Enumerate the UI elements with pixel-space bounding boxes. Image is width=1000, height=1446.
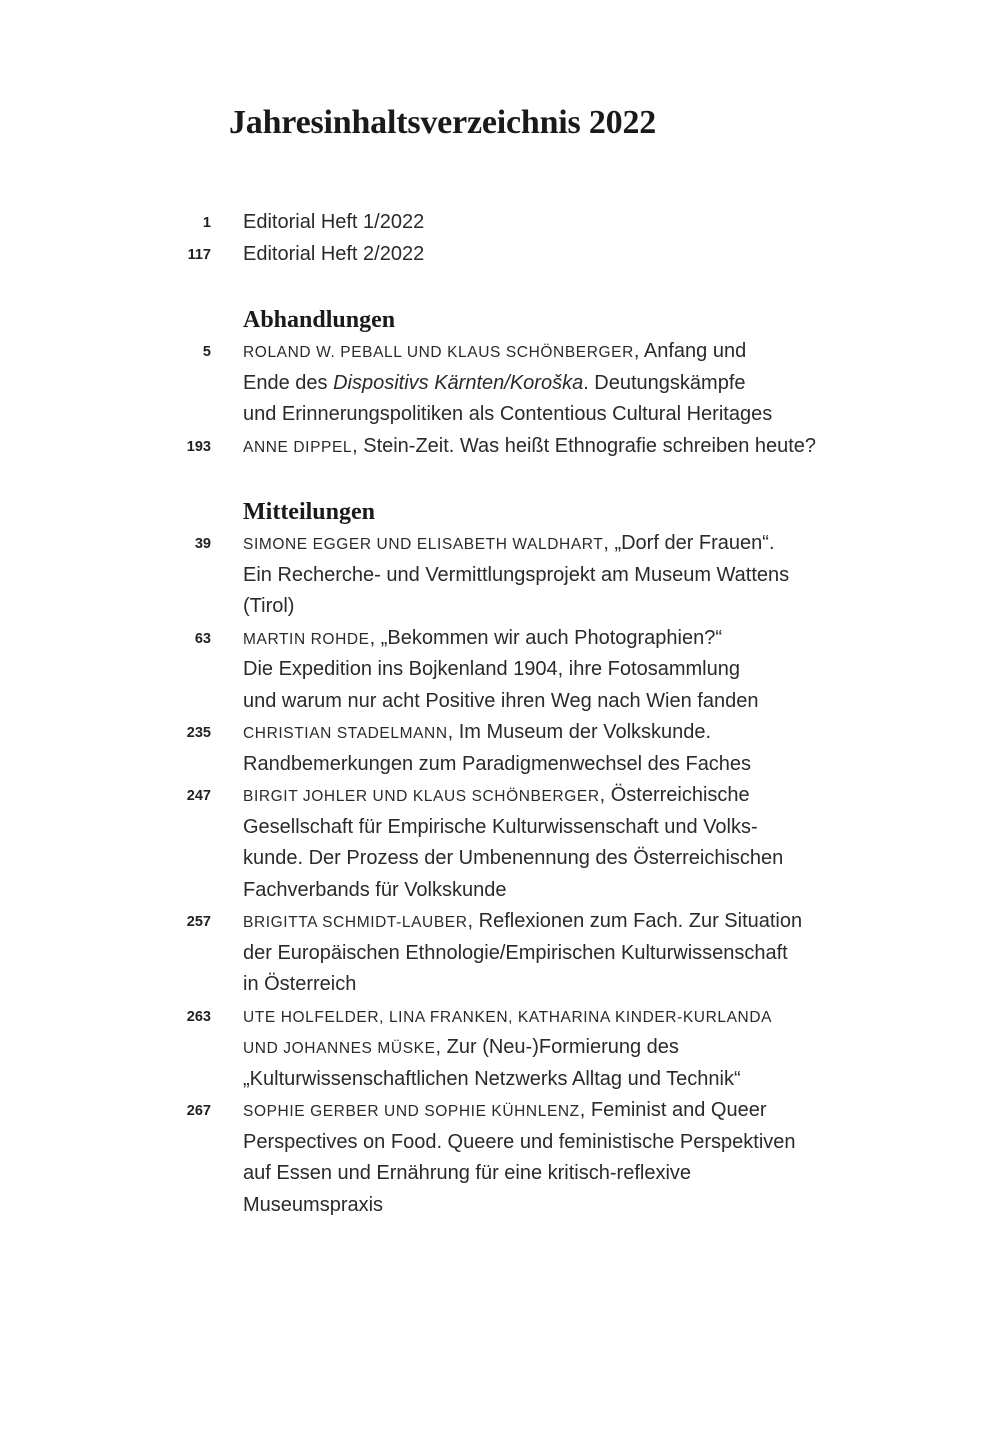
entry-title-text: , Reflexionen zum Fach. Zur Situation: [467, 910, 803, 932]
entry-title-text: , Stein-Zeit. Was heißt Ethnografie schreiben heute?: [352, 434, 817, 457]
entry-text: [243, 528, 983, 623]
author-names: UTE HOLFELDER, LINA FRANKEN, KATHARINA KINDER-KURLANDA: [243, 1008, 773, 1026]
entry-title-text: in Österreich: [243, 973, 357, 995]
toc-entry: [0, 780, 1000, 906]
entry-title-text: , „Dorf der Frauen“.: [603, 532, 775, 554]
entry-title-text: Ende des: [243, 371, 334, 394]
page-number: 257: [186, 914, 211, 930]
entry-line: [243, 1095, 983, 1127]
entry-title-text: Fachverbands für Volkskunde: [243, 878, 507, 901]
toc-entry: [0, 336, 1000, 431]
entry-line: [243, 812, 983, 844]
entry-line: [243, 560, 983, 592]
author-names: MARTIN ROHDE: [243, 630, 370, 648]
entry-text: [243, 431, 983, 463]
entry-title-text: , Zur (Neu-)Formierung des: [435, 1036, 679, 1058]
toc-entry: [0, 717, 1000, 780]
entry-text: [243, 623, 983, 718]
entry-text: [243, 906, 983, 1001]
editorial-entry: [0, 207, 1000, 239]
author-names: SIMONE EGGER UND ELISABETH WALDHART: [243, 536, 604, 553]
entry-text: [243, 239, 983, 271]
entry-line: [243, 336, 983, 368]
entry-text: [243, 1095, 983, 1221]
entry-line: [243, 938, 983, 970]
toc-entry: [0, 623, 1000, 718]
entry-title-text: Editorial Heft 1/2022: [243, 211, 425, 233]
editorial-entry: [0, 239, 1000, 271]
entry-title-text: Gesellschaft für Empirische Kulturwissenschaft und Volks-: [243, 815, 758, 838]
entry-title-text: Editorial Heft 2/2022: [243, 242, 425, 265]
entry-title-text: , Österreichische: [599, 784, 750, 806]
page-number: 193: [186, 438, 211, 455]
entry-title-text: , Anfang und: [633, 340, 747, 362]
entry-line: [243, 528, 983, 560]
entry-text: [243, 336, 983, 431]
entry-line: [243, 1064, 983, 1096]
author-names: BIRGIT JOHLER UND KLAUS SCHÖNBERGER: [243, 788, 600, 805]
entry-title-text: Die Expedition ins Bojkenland 1904, ihre Fotosammlung: [243, 658, 740, 680]
page-number: 63: [194, 630, 211, 647]
entry-title-text: Randbemerkungen zum Paradigmenwechsel des Faches: [243, 752, 752, 775]
entry-title-text: kunde. Der Prozess der Umbenennung des Österreichischen: [243, 847, 784, 869]
author-names: ANNE DIPPEL: [243, 438, 353, 456]
entry-line: [243, 654, 983, 686]
page-number: 267: [186, 1103, 211, 1119]
section-heading: Abhandlungen: [243, 307, 396, 333]
entry-line: [243, 431, 983, 463]
entry-text: [243, 207, 983, 239]
entry-title-italic: Dispositivs Kärnten/Koroška: [333, 371, 584, 394]
entry-line: [243, 906, 983, 938]
entry-title-text: , Im Museum der Volkskunde.: [447, 721, 712, 743]
entry-line: [243, 1032, 983, 1064]
page-number: 235: [186, 725, 211, 741]
page-number: 5: [202, 344, 211, 360]
entry-title-text: und Erinnerungspolitiken als Contentious Cultural Heritages: [243, 403, 773, 425]
author-names: CHRISTIAN STADELMANN: [243, 725, 448, 742]
entry-line: [243, 623, 983, 655]
page-number: 1: [202, 215, 211, 231]
author-names: SOPHIE GERBER UND SOPHIE KÜHNLENZ: [243, 1103, 580, 1120]
page-number: 263: [186, 1008, 211, 1025]
entry-line: [243, 686, 983, 718]
entry-title-text: auf Essen und Ernährung für eine kritisch-reflexive: [243, 1162, 692, 1184]
page-number: 247: [186, 788, 211, 804]
entry-line: [243, 239, 983, 271]
entry-title-text: Ein Recherche- und Vermittlungsprojekt am Museum Wattens: [243, 563, 790, 586]
page-number: 39: [194, 536, 211, 552]
entry-line: [243, 207, 983, 239]
table-of-contents: [0, 207, 1000, 1221]
entry-line: [243, 969, 983, 1001]
entry-line: [243, 399, 983, 431]
entry-title-text: , „Bekommen wir auch Photographien?“: [369, 626, 723, 649]
toc-entry: [0, 528, 1000, 623]
entry-line: [243, 843, 983, 875]
toc-entry: [0, 1001, 1000, 1096]
entry-line: [243, 1158, 983, 1190]
entry-line: [243, 749, 983, 781]
entry-title-text: und warum nur acht Positive ihren Weg nach Wien fanden: [243, 689, 759, 712]
page-title: Jahresinhaltsverzeichnis 2022: [229, 104, 657, 141]
entry-title-text: der Europäischen Ethnologie/Empirischen Kulturwissenschaft: [243, 941, 788, 964]
entry-line: [243, 1190, 983, 1222]
entry-line: [243, 1001, 983, 1033]
entry-text: [243, 717, 983, 780]
entry-line: [243, 717, 983, 749]
toc-entry: [0, 1095, 1000, 1221]
entry-line: [243, 368, 983, 400]
entry-title-text: . Deutungskämpfe: [583, 371, 746, 394]
entry-line: [243, 875, 983, 907]
entry-line: [243, 1127, 983, 1159]
toc-entry: [0, 906, 1000, 1001]
entry-line: [243, 780, 983, 812]
entry-title-text: Perspectives on Food. Queere und feministische Perspektiven: [243, 1130, 796, 1153]
entry-title-text: , Feminist and Queer: [579, 1099, 767, 1121]
author-names: ROLAND W. PEBALL UND KLAUS SCHÖNBERGER: [243, 344, 634, 361]
author-names: UND JOHANNES MÜSKE: [243, 1040, 436, 1057]
author-names: BRIGITTA SCHMIDT-LAUBER: [243, 914, 468, 931]
toc-entry: [0, 431, 1000, 463]
entry-title-text: „Kulturwissenschaftlichen Netzwerks Alltag und Technik“: [243, 1067, 741, 1090]
page-number: 117: [187, 246, 211, 263]
entry-title-text: Museumspraxis: [243, 1193, 384, 1216]
entry-text: [243, 1001, 983, 1096]
entry-title-text: (Tirol): [243, 595, 295, 617]
entry-text: [243, 780, 983, 906]
entry-line: [243, 591, 983, 623]
section-heading: Mitteilungen: [243, 499, 375, 525]
